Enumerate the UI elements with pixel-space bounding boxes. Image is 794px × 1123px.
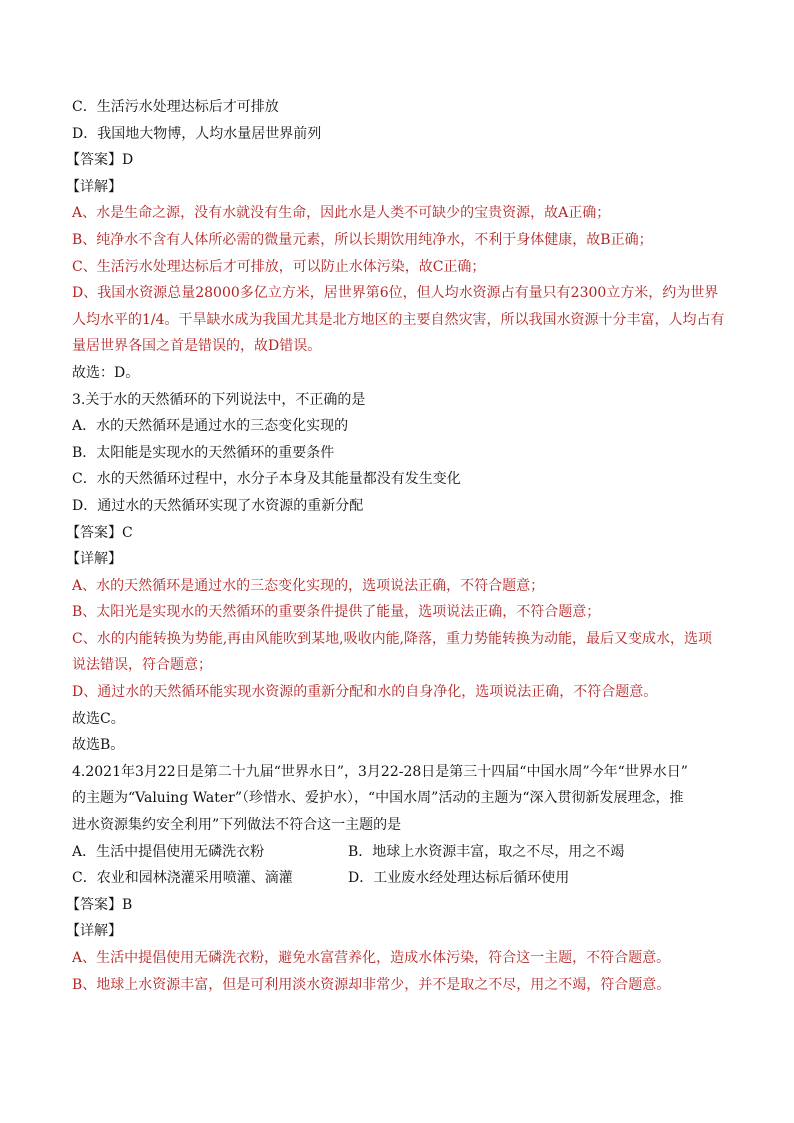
q4-option-a: A．生活中提倡使用无磷洗衣粉 <box>72 843 265 860</box>
q3-option-b: B．太阳能是实现水的天然循环的重要条件 <box>72 444 335 461</box>
q4-options-row-1 <box>72 839 732 866</box>
q3-detail-line: A、水的天然循环是通过水的三态变化实现的，选项说法正确，不符合题意； <box>72 577 545 594</box>
q3-detail-label: 【详解】 <box>66 551 122 568</box>
q3-detail-line: C、水的内能转换为势能,再由风能吹到某地,吸收内能,降落，重力势能转换为动能，最后又变成水，选项 <box>72 630 713 647</box>
q3-detail-line: 说法错误，符合题意； <box>72 657 212 674</box>
q2-detail-line: D、我国水资源总量28000多亿立方米，居世界第6位，但人均水资源占有量只有2300立方米，约为世界 <box>72 285 719 302</box>
q3-option-a: A．水的天然循环是通过水的三态变化实现的 <box>72 418 349 435</box>
q3-option-c: C．水的天然循环过程中，水分子本身及其能量都没有发生变化 <box>72 471 461 488</box>
q3-conclusion: 故选C。 <box>72 710 125 727</box>
q3-answer: 【答案】C <box>66 524 133 541</box>
exam-page <box>66 94 732 998</box>
q4-detail-label: 【详解】 <box>66 923 122 940</box>
q2-detail-line: 人均水平的1/4。干旱缺水成为我国尤其是北方地区的主要自然灾害，所以我国水资源十分丰富，人均占有 <box>72 311 725 328</box>
q2-detail-line: 量居世界各国之首是错误的，故D错误。 <box>72 338 322 355</box>
q4-question-line: 的主题为“Valuing Water”（珍惜水、爱护水），“中国水周”活动的主题为“深入贯彻新发展理念，推 <box>72 790 684 807</box>
q2-conclusion: 故选：D。 <box>72 364 140 381</box>
q3-detail-line: B、太阳光是实现水的天然循环的重要条件提供了能量，选项说法正确，不符合题意； <box>72 604 601 621</box>
q4-option-c: C．农业和园林浇灌采用喷灌、滴灌 <box>72 870 293 887</box>
q2-detail-line: C、生活污水处理达标后才可排放，可以防止水体污染，故C正确； <box>72 258 486 275</box>
q4-question-line: 4.2021年3月22日是第二十九届“世界水日”，3月22-28日是第三十四届“中国水周”今年“世界水日” <box>72 763 688 780</box>
q4-question-line: 进水资源集约安全利用”下列做法不符合这一主题的是 <box>72 817 402 834</box>
q2-detail-line: A、水是生命之源，没有水就没有生命，因此水是人类不可缺少的宝贵资源，故A正确； <box>72 205 611 222</box>
q4-option-b: B．地球上水资源丰富，取之不尽，用之不竭 <box>348 843 625 860</box>
q4-option-d: D．工业废水经处理达标后循环使用 <box>348 870 570 887</box>
q2-detail-line: B、纯净水不含有人体所必需的微量元素，所以长期饮用纯净水，不利于身体健康，故B正确； <box>72 231 653 248</box>
q4-detail-line: B、地球上水资源丰富，但是可利用淡水资源却非常少，并不是取之不尽，用之不竭，符合题意。 <box>72 976 671 993</box>
q3-question: 3.关于水的天然循环的下列说法中，不正确的是 <box>72 391 366 408</box>
q4-detail-line: A、生活中提倡使用无磷洗衣粉，避免水富营养化，造成水体污染，符合这一主题，不符合题意。 <box>72 950 671 966</box>
q4-options-row-2 <box>72 865 732 892</box>
q2-answer: 【答案】D <box>66 152 134 169</box>
q3-detail-line: D、通过水的天然循环能实现水资源的重新分配和水的自身净化，选项说法正确，不符合题意。 <box>72 684 658 701</box>
q4-answer: 【答案】B <box>66 896 133 913</box>
q3-option-d: D．通过水的天然循环实现了水资源的重新分配 <box>72 497 364 514</box>
q2-detail-label: 【详解】 <box>66 178 122 195</box>
q2-option-c: C．生活污水处理达标后才可排放 <box>72 99 279 115</box>
q3-conclusion: 故选B。 <box>72 737 125 754</box>
q2-option-d: D．我国地大物博，人均水量居世界前列 <box>72 125 322 142</box>
